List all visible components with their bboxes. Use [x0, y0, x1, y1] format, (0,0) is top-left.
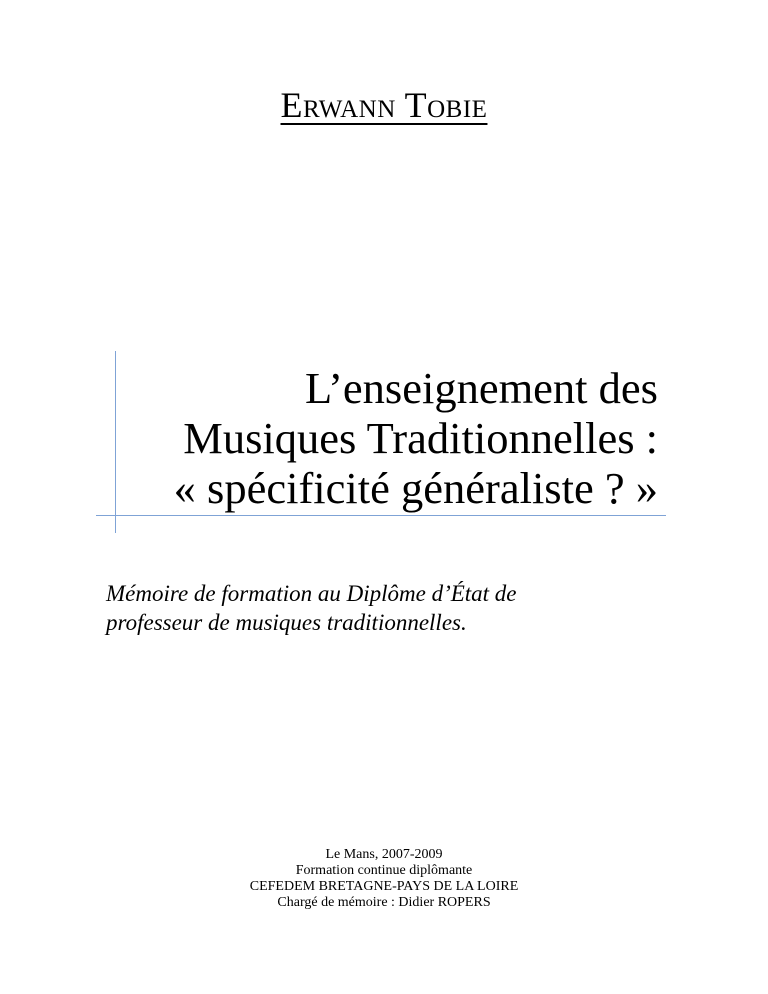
place-date: Le Mans, 2007-2009 [325, 847, 443, 862]
title-line-1: L’enseignement des [304, 363, 658, 413]
text-boundary-horizontal-guide [96, 515, 666, 516]
title-line-3: « spécificité généraliste ? » [173, 463, 658, 513]
institution-name: CEFEDEM BRETAGNE-PAYS DE LA LOIRE [249, 879, 519, 894]
text-boundary-vertical-guide [115, 351, 116, 533]
document-info [0, 847, 768, 911]
document-subtitle [106, 579, 706, 637]
document-title [174, 363, 658, 513]
author-name: Erwann Tobie [280, 85, 488, 125]
formation-type: Formation continue diplômante [295, 863, 473, 878]
title-line-2: Musiques Traditionnelles : [183, 413, 658, 463]
supervisor: Chargé de mémoire : Didier ROPERS [277, 895, 491, 910]
subtitle-line-1: Mémoire de formation au Diplôme d’État de [106, 581, 517, 606]
title-block [96, 365, 666, 515]
subtitle-line-2: professeur de musiques traditionnelles. [106, 610, 467, 635]
